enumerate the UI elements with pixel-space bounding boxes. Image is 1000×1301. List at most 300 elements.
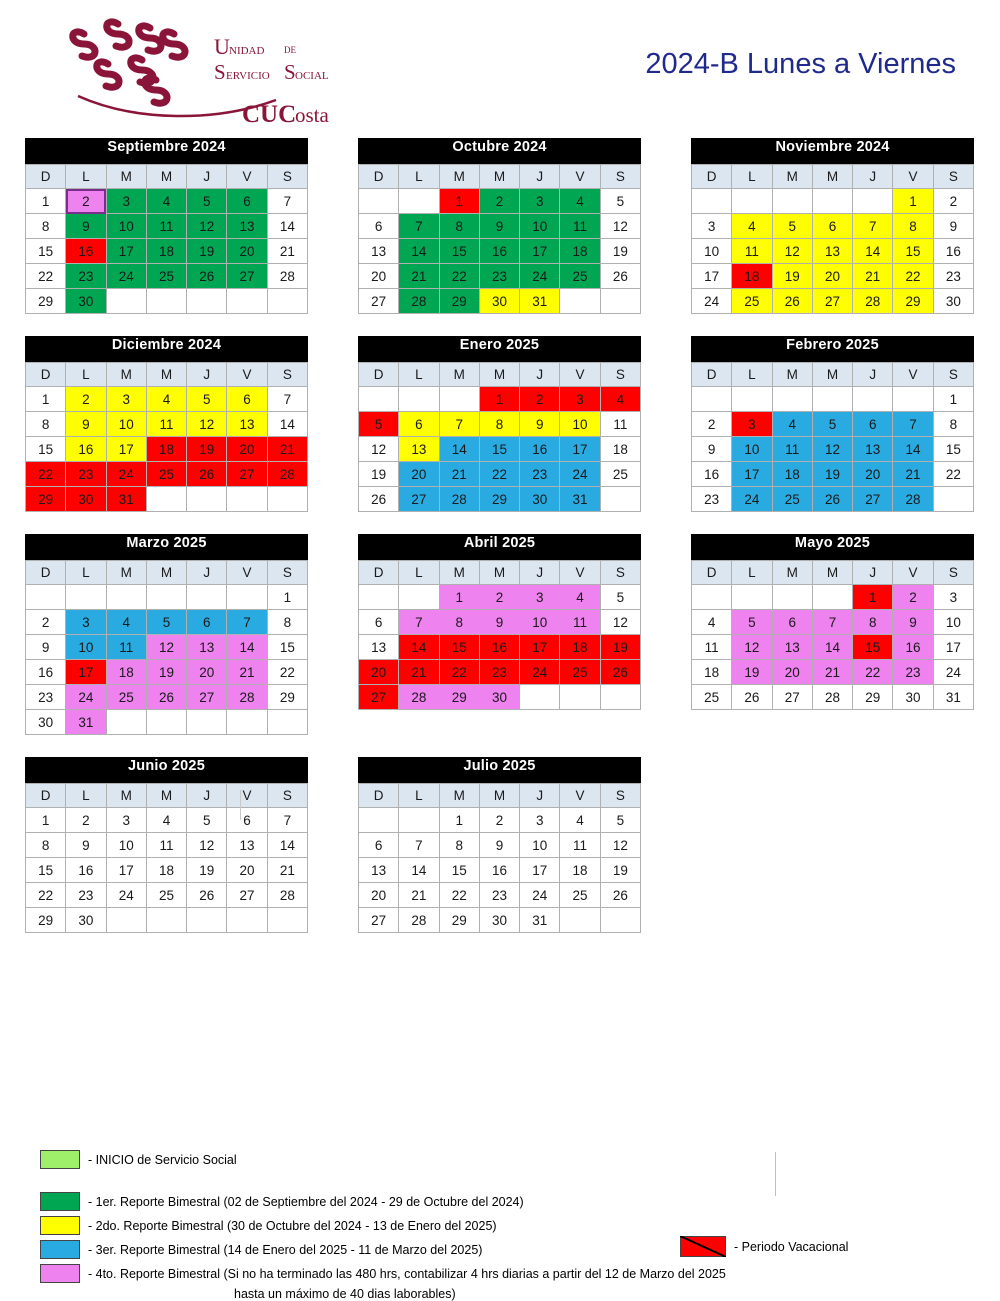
week-row	[359, 858, 641, 883]
day-cell: 28	[399, 908, 439, 933]
day-cell: 7	[267, 387, 307, 412]
day-cell: 13	[187, 635, 227, 660]
day-cell: 9	[893, 610, 933, 635]
day-cell: 16	[520, 437, 560, 462]
weekday-header-row	[359, 561, 641, 585]
week-row	[359, 883, 641, 908]
page-title: 2024-B Lunes a Viernes	[645, 48, 956, 80]
weekday-header-5: V	[893, 165, 933, 189]
month-card-mayo-2025	[691, 534, 974, 735]
day-cell: 15	[933, 437, 973, 462]
day-cell: 4	[146, 387, 186, 412]
day-cell: 7	[893, 412, 933, 437]
day-cell: 18	[560, 239, 600, 264]
day-cell-empty	[600, 685, 640, 710]
week-row	[359, 412, 641, 437]
week-row	[26, 412, 308, 437]
day-cell: 16	[933, 239, 973, 264]
day-cell: 3	[106, 387, 146, 412]
day-cell: 3	[520, 808, 560, 833]
day-cell: 28	[267, 462, 307, 487]
weekday-header-6: S	[933, 165, 973, 189]
day-cell: 24	[106, 264, 146, 289]
week-row	[26, 858, 308, 883]
week-row	[26, 610, 308, 635]
day-cell: 15	[439, 239, 479, 264]
month-title: Octubre 2024	[358, 138, 641, 164]
week-row	[26, 437, 308, 462]
day-cell-empty	[146, 710, 186, 735]
weekday-header-0: D	[359, 784, 399, 808]
day-cell: 13	[227, 214, 267, 239]
day-cell: 25	[146, 462, 186, 487]
day-cell: 2	[66, 189, 106, 214]
day-cell: 20	[359, 883, 399, 908]
legend-item-vacation	[680, 1236, 848, 1257]
day-cell: 18	[692, 660, 732, 685]
weekday-header-1: L	[66, 784, 106, 808]
week-row	[692, 685, 974, 710]
week-row	[26, 808, 308, 833]
week-row	[359, 908, 641, 933]
week-row	[26, 462, 308, 487]
week-row	[359, 239, 641, 264]
calendar-grid	[0, 138, 1000, 955]
day-cell: 23	[479, 883, 519, 908]
day-cell: 12	[812, 437, 852, 462]
weekday-header-4: J	[853, 165, 893, 189]
day-cell: 26	[732, 685, 772, 710]
day-cell: 6	[227, 808, 267, 833]
day-cell: 30	[26, 710, 66, 735]
calendar-row	[0, 534, 1000, 735]
weekday-header-3: M	[479, 561, 519, 585]
day-cell: 4	[772, 412, 812, 437]
day-cell-empty	[520, 685, 560, 710]
day-cell: 4	[560, 585, 600, 610]
day-cell: 1	[267, 585, 307, 610]
day-cell: 30	[933, 289, 973, 314]
day-cell: 16	[479, 239, 519, 264]
day-cell: 30	[893, 685, 933, 710]
day-cell: 13	[812, 239, 852, 264]
day-cell: 4	[560, 808, 600, 833]
day-cell: 25	[146, 883, 186, 908]
day-cell: 23	[893, 660, 933, 685]
legend-item-3	[0, 1240, 1000, 1259]
month-table	[691, 560, 974, 710]
day-cell-empty	[399, 585, 439, 610]
week-row	[26, 585, 308, 610]
day-cell: 14	[853, 239, 893, 264]
day-cell: 10	[106, 833, 146, 858]
day-cell: 9	[479, 214, 519, 239]
day-cell: 25	[732, 289, 772, 314]
day-cell: 26	[187, 264, 227, 289]
weekday-header-6: S	[600, 165, 640, 189]
day-cell: 10	[560, 412, 600, 437]
day-cell: 20	[187, 660, 227, 685]
day-cell: 27	[187, 685, 227, 710]
day-cell: 29	[439, 908, 479, 933]
day-cell: 14	[267, 214, 307, 239]
weekday-header-2: M	[106, 784, 146, 808]
day-cell: 15	[853, 635, 893, 660]
day-cell: 30	[479, 685, 519, 710]
svg-text:nidad: nidad	[229, 41, 265, 58]
day-cell: 26	[600, 264, 640, 289]
day-cell: 12	[772, 239, 812, 264]
weekday-header-3: M	[146, 165, 186, 189]
weekday-header-4: J	[187, 363, 227, 387]
day-cell-empty	[106, 908, 146, 933]
weekday-header-2: M	[439, 363, 479, 387]
weekday-header-4: J	[187, 784, 227, 808]
week-row	[359, 387, 641, 412]
calendar-slot	[333, 138, 666, 314]
day-cell: 27	[359, 908, 399, 933]
day-cell: 1	[26, 808, 66, 833]
day-cell: 10	[106, 214, 146, 239]
day-cell: 3	[106, 189, 146, 214]
legend-vertical-rule	[775, 1152, 776, 1196]
week-row	[359, 808, 641, 833]
day-cell: 8	[439, 610, 479, 635]
day-cell: 7	[267, 808, 307, 833]
month-card-diciembre-2024	[25, 336, 308, 512]
day-cell: 10	[106, 412, 146, 437]
day-cell: 18	[600, 437, 640, 462]
weekday-header-1: L	[66, 561, 106, 585]
day-cell-empty	[267, 710, 307, 735]
weekday-header-2: M	[772, 561, 812, 585]
month-card-febrero-2025	[691, 336, 974, 512]
day-cell: 31	[66, 710, 106, 735]
day-cell: 9	[479, 833, 519, 858]
day-cell: 21	[439, 462, 479, 487]
week-row	[692, 189, 974, 214]
day-cell: 12	[600, 610, 640, 635]
day-cell: 5	[772, 214, 812, 239]
month-table	[25, 362, 308, 512]
day-cell: 2	[66, 808, 106, 833]
day-cell-empty	[146, 585, 186, 610]
day-cell: 11	[560, 833, 600, 858]
day-cell: 29	[893, 289, 933, 314]
day-cell: 18	[106, 660, 146, 685]
weekday-header-1: L	[732, 363, 772, 387]
weekday-header-0: D	[359, 165, 399, 189]
legend-swatch-vacation	[680, 1236, 726, 1257]
day-cell: 21	[267, 239, 307, 264]
svg-text:de: de	[284, 41, 296, 56]
day-cell: 22	[439, 883, 479, 908]
svg-text:U: U	[214, 34, 230, 59]
day-cell: 25	[692, 685, 732, 710]
week-row	[26, 387, 308, 412]
day-cell: 3	[106, 808, 146, 833]
legend-swatch-3	[40, 1240, 80, 1259]
week-row	[692, 610, 974, 635]
day-cell: 6	[359, 610, 399, 635]
day-cell: 16	[66, 437, 106, 462]
day-cell: 31	[933, 685, 973, 710]
day-cell-empty	[853, 387, 893, 412]
day-cell: 26	[812, 487, 852, 512]
day-cell: 11	[772, 437, 812, 462]
day-cell: 13	[359, 635, 399, 660]
weekday-header-1: L	[66, 363, 106, 387]
legend-item-2	[0, 1216, 1000, 1235]
day-cell-empty	[227, 487, 267, 512]
week-row	[692, 462, 974, 487]
logo-unidad-servicio-social	[46, 4, 346, 124]
day-cell-empty	[600, 289, 640, 314]
week-row	[359, 289, 641, 314]
weekday-header-3: M	[479, 784, 519, 808]
weekday-header-2: M	[439, 165, 479, 189]
day-cell: 24	[520, 883, 560, 908]
day-cell: 29	[479, 487, 519, 512]
day-cell: 24	[520, 264, 560, 289]
weekday-header-4: J	[187, 561, 227, 585]
day-cell: 21	[399, 264, 439, 289]
day-cell: 11	[732, 239, 772, 264]
weekday-header-5: V	[893, 363, 933, 387]
day-cell: 21	[853, 264, 893, 289]
day-cell-empty	[812, 387, 852, 412]
day-cell: 29	[439, 685, 479, 710]
weekday-header-0: D	[26, 363, 66, 387]
day-cell: 10	[732, 437, 772, 462]
day-cell: 26	[359, 487, 399, 512]
month-title: Junio 2025	[25, 757, 308, 783]
day-cell: 1	[893, 189, 933, 214]
day-cell-empty	[692, 387, 732, 412]
month-title: Diciembre 2024	[25, 336, 308, 362]
day-cell: 16	[479, 635, 519, 660]
month-card-noviembre-2024	[691, 138, 974, 314]
day-cell: 19	[772, 264, 812, 289]
day-cell: 22	[439, 264, 479, 289]
day-cell: 9	[66, 214, 106, 239]
day-cell-empty	[146, 289, 186, 314]
day-cell: 17	[732, 462, 772, 487]
day-cell: 23	[66, 264, 106, 289]
day-cell: 15	[26, 437, 66, 462]
day-cell-empty	[772, 387, 812, 412]
day-cell: 24	[692, 289, 732, 314]
day-cell: 19	[187, 239, 227, 264]
day-cell: 28	[399, 289, 439, 314]
day-cell-empty	[893, 387, 933, 412]
week-row	[692, 660, 974, 685]
day-cell: 9	[933, 214, 973, 239]
day-cell: 5	[359, 412, 399, 437]
svg-text:osta: osta	[295, 103, 329, 126]
day-cell: 27	[227, 462, 267, 487]
day-cell: 13	[853, 437, 893, 462]
calendar-slot	[666, 336, 999, 512]
day-cell: 1	[26, 189, 66, 214]
day-cell: 12	[600, 833, 640, 858]
day-cell: 7	[812, 610, 852, 635]
day-cell: 25	[560, 883, 600, 908]
day-cell: 11	[146, 412, 186, 437]
week-row	[26, 908, 308, 933]
weekday-header-row	[359, 784, 641, 808]
day-cell: 2	[479, 808, 519, 833]
day-cell: 13	[227, 412, 267, 437]
day-cell: 7	[227, 610, 267, 635]
day-cell: 22	[26, 883, 66, 908]
day-cell: 8	[933, 412, 973, 437]
day-cell: 28	[439, 487, 479, 512]
day-cell-empty	[359, 808, 399, 833]
day-cell: 11	[560, 610, 600, 635]
week-row	[26, 685, 308, 710]
day-cell-empty	[600, 908, 640, 933]
day-cell: 26	[600, 883, 640, 908]
day-cell: 13	[359, 858, 399, 883]
month-title: Mayo 2025	[691, 534, 974, 560]
day-cell: 12	[187, 833, 227, 858]
day-cell: 24	[732, 487, 772, 512]
day-cell: 7	[399, 610, 439, 635]
month-table	[358, 164, 641, 314]
day-cell: 14	[267, 833, 307, 858]
week-row	[26, 660, 308, 685]
day-cell: 1	[479, 387, 519, 412]
day-cell: 23	[933, 264, 973, 289]
weekday-header-4: J	[187, 165, 227, 189]
day-cell: 23	[520, 462, 560, 487]
day-cell: 20	[399, 462, 439, 487]
day-cell: 19	[812, 462, 852, 487]
day-cell: 11	[692, 635, 732, 660]
day-cell: 7	[267, 189, 307, 214]
day-cell: 29	[26, 289, 66, 314]
week-row	[26, 189, 308, 214]
day-cell: 22	[853, 660, 893, 685]
week-row	[359, 635, 641, 660]
day-cell: 21	[267, 858, 307, 883]
day-cell: 27	[227, 883, 267, 908]
weekday-header-2: M	[772, 165, 812, 189]
day-cell: 27	[359, 685, 399, 710]
day-cell: 10	[520, 833, 560, 858]
day-cell: 14	[399, 635, 439, 660]
weekday-header-6: S	[933, 561, 973, 585]
day-cell-empty	[399, 387, 439, 412]
day-cell: 14	[399, 858, 439, 883]
month-title: Septiembre 2024	[25, 138, 308, 164]
week-row	[26, 289, 308, 314]
weekday-header-row	[692, 363, 974, 387]
day-cell: 13	[399, 437, 439, 462]
day-cell: 6	[187, 610, 227, 635]
day-cell: 22	[479, 462, 519, 487]
day-cell: 24	[106, 462, 146, 487]
month-card-enero-2025	[358, 336, 641, 512]
day-cell: 11	[560, 214, 600, 239]
week-row	[26, 239, 308, 264]
day-cell: 15	[267, 635, 307, 660]
weekday-header-3: M	[479, 165, 519, 189]
calendar-slot	[666, 534, 999, 735]
weekday-header-6: S	[933, 363, 973, 387]
day-cell-empty	[600, 487, 640, 512]
day-cell: 30	[66, 487, 106, 512]
day-cell: 19	[146, 660, 186, 685]
month-title: Marzo 2025	[25, 534, 308, 560]
day-cell: 2	[479, 585, 519, 610]
weekday-header-2: M	[106, 165, 146, 189]
svg-text:S: S	[284, 60, 296, 84]
day-cell: 28	[893, 487, 933, 512]
weekday-header-2: M	[439, 561, 479, 585]
day-cell: 20	[227, 437, 267, 462]
day-cell: 6	[399, 412, 439, 437]
day-cell: 4	[732, 214, 772, 239]
day-cell: 12	[187, 412, 227, 437]
day-cell: 24	[106, 883, 146, 908]
weekday-header-4: J	[520, 561, 560, 585]
day-cell: 2	[520, 387, 560, 412]
legend-swatch-start	[40, 1150, 80, 1169]
weekday-header-2: M	[439, 784, 479, 808]
day-cell: 20	[853, 462, 893, 487]
day-cell: 8	[893, 214, 933, 239]
day-cell: 5	[187, 189, 227, 214]
day-cell: 21	[399, 883, 439, 908]
month-title: Abril 2025	[358, 534, 641, 560]
day-cell: 8	[479, 412, 519, 437]
day-cell: 3	[520, 189, 560, 214]
day-cell: 5	[600, 585, 640, 610]
day-cell: 28	[267, 264, 307, 289]
day-cell-empty	[560, 908, 600, 933]
day-cell: 16	[66, 239, 106, 264]
week-row	[692, 264, 974, 289]
month-title: Noviembre 2024	[691, 138, 974, 164]
calendar-slot	[333, 757, 666, 933]
week-row	[359, 437, 641, 462]
legend-label-2: - 2do. Reporte Bimestral (30 de Octubre del 2024 - 13 de Enero del 2025)	[88, 1218, 497, 1233]
day-cell: 19	[359, 462, 399, 487]
day-cell: 28	[812, 685, 852, 710]
weekday-header-6: S	[267, 165, 307, 189]
week-row	[359, 833, 641, 858]
month-card-julio-2025	[358, 757, 641, 933]
day-cell: 4	[146, 808, 186, 833]
day-cell: 22	[893, 264, 933, 289]
legend-label-4: - 4to. Reporte Bimestral (Si no ha terminado las 480 hrs, contabilizar 4 hrs diarias a partir del 12 de Marzo del 2025	[88, 1266, 726, 1281]
weekday-header-0: D	[692, 363, 732, 387]
week-row	[359, 487, 641, 512]
month-table	[358, 783, 641, 933]
day-cell: 20	[359, 264, 399, 289]
legend-swatch-2	[40, 1216, 80, 1235]
day-cell-empty	[439, 387, 479, 412]
weekday-header-1: L	[399, 561, 439, 585]
day-cell: 30	[479, 289, 519, 314]
day-cell-empty	[732, 387, 772, 412]
svg-text:CUC: CUC	[242, 101, 297, 126]
day-cell: 15	[26, 858, 66, 883]
day-cell: 3	[520, 585, 560, 610]
day-cell: 17	[520, 239, 560, 264]
